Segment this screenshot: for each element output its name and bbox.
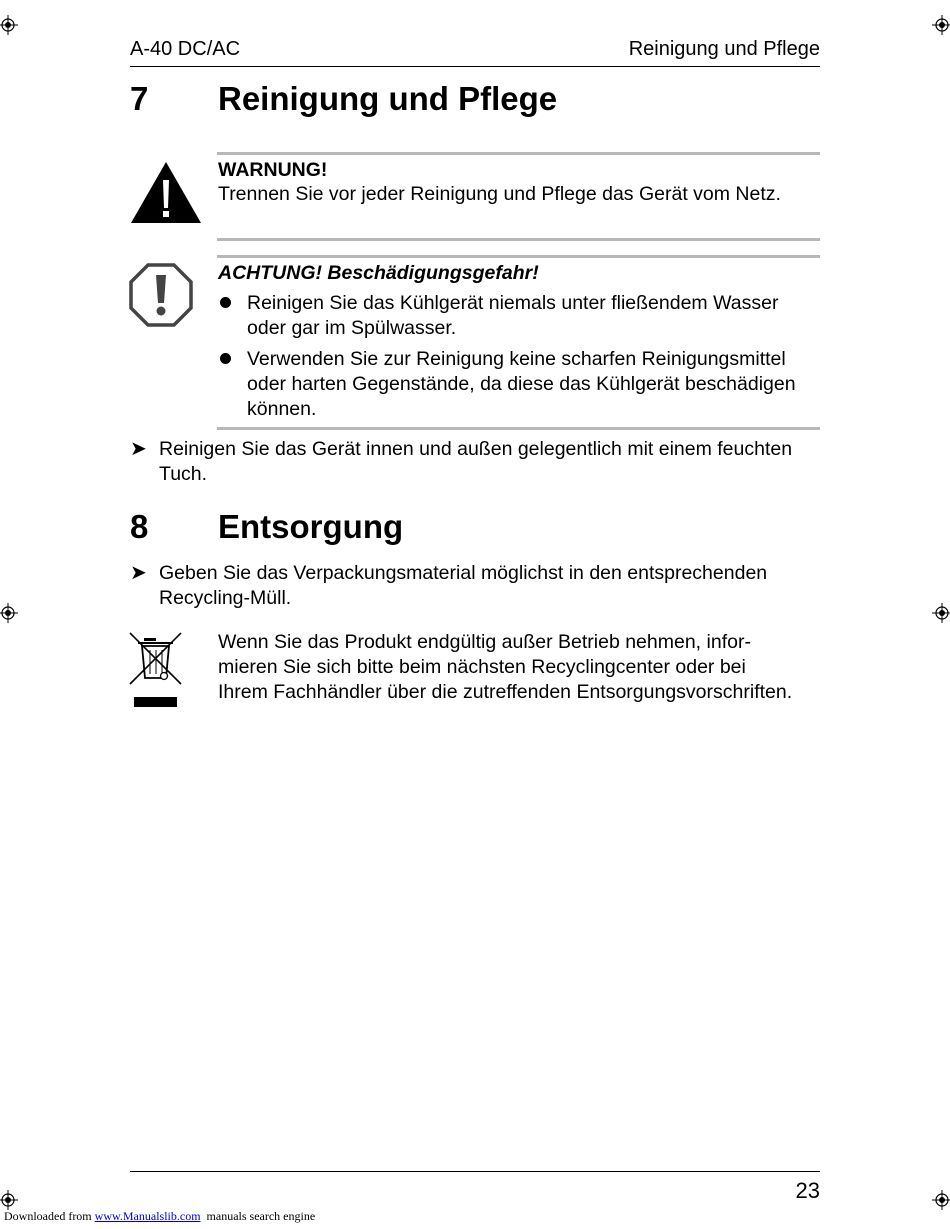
section-8-number: 8 xyxy=(130,508,149,545)
caution-bullet-1 xyxy=(247,291,778,341)
footer-rule xyxy=(130,1171,820,1172)
caution-bullet-1-line-2: oder gar im Spülwasser. xyxy=(247,317,457,339)
warning-title: WARNUNG! xyxy=(218,159,328,181)
registration-mark-icon xyxy=(0,1190,18,1210)
step-arrow-icon: ➤ xyxy=(130,562,147,584)
section-8-step xyxy=(159,561,767,611)
disposal-line-1: Wenn Sie das Produkt endgültig außer Betrieb nehmen, infor- xyxy=(218,631,751,653)
warning-triangle-icon xyxy=(130,160,202,224)
section-7-title: Reinigung und Pflege xyxy=(218,80,558,117)
caution-bullet-2-line-2: oder harten Gegenstände, da diese das Kühlgerät beschädigen xyxy=(247,373,796,395)
section-8-step-line-1: Geben Sie das Verpackungsmaterial möglichst in den entsprechenden xyxy=(159,562,768,584)
warning-bottom-rule xyxy=(217,238,820,241)
caution-bullet-2-line-1: Verwenden Sie zur Reinigung keine scharfen Reinigungsmittel xyxy=(247,348,786,370)
crossed-bin-icon xyxy=(129,632,183,710)
bullet-dot xyxy=(220,297,231,308)
footer-prefix: Downloaded from xyxy=(4,1209,95,1223)
caution-bullet-2-line-3: können. xyxy=(247,398,317,420)
disposal-text xyxy=(218,630,792,705)
disposal-line-3: Ihrem Fachhändler über die zutreffenden Entsorgungsvorschriften. xyxy=(218,681,793,703)
running-header-left: A-40 DC/AC xyxy=(130,38,241,60)
registration-mark-icon xyxy=(0,15,18,35)
registration-mark-icon xyxy=(932,1190,950,1210)
section-7-step-line-1: Reinigen Sie das Gerät innen und außen gelegentlich mit einem feuchten xyxy=(159,438,793,460)
registration-mark-icon xyxy=(0,603,18,623)
warning-text: Trennen Sie vor jeder Reinigung und Pflege das Gerät vom Netz. xyxy=(218,183,781,205)
step-arrow-icon: ➤ xyxy=(130,438,147,460)
caution-bullet-2 xyxy=(247,347,796,422)
manualslib-link[interactable]: www.Manualslib.com xyxy=(94,1209,201,1223)
section-7-step xyxy=(159,437,792,487)
section-7-step-line-2: Tuch. xyxy=(159,463,208,485)
caution-title: ACHTUNG! Beschädigungsgefahr! xyxy=(218,262,539,284)
caution-octagon-icon xyxy=(129,263,193,327)
disposal-line-2: mieren Sie sich bitte beim nächsten Recyclingcenter oder bei xyxy=(218,656,746,678)
download-footer xyxy=(4,1209,315,1224)
section-8-title: Entsorgung xyxy=(218,508,404,545)
warning-top-rule xyxy=(217,152,820,155)
section-8-step-line-2: Recycling-Müll. xyxy=(159,587,292,609)
registration-mark-icon xyxy=(932,603,950,623)
caution-bottom-rule xyxy=(217,427,820,430)
caution-bullet-1-line-1: Reinigen Sie das Kühlgerät niemals unter fließendem Wasser xyxy=(247,292,779,314)
bullet-dot xyxy=(220,353,231,364)
header-rule xyxy=(130,66,820,67)
page-number: 23 xyxy=(795,1178,820,1203)
footer-suffix: manuals search engine xyxy=(200,1209,316,1223)
registration-mark-icon xyxy=(932,15,950,35)
caution-top-rule xyxy=(217,255,820,258)
section-7-number: 7 xyxy=(130,80,149,117)
running-header-right: Reinigung und Pflege xyxy=(628,38,820,60)
